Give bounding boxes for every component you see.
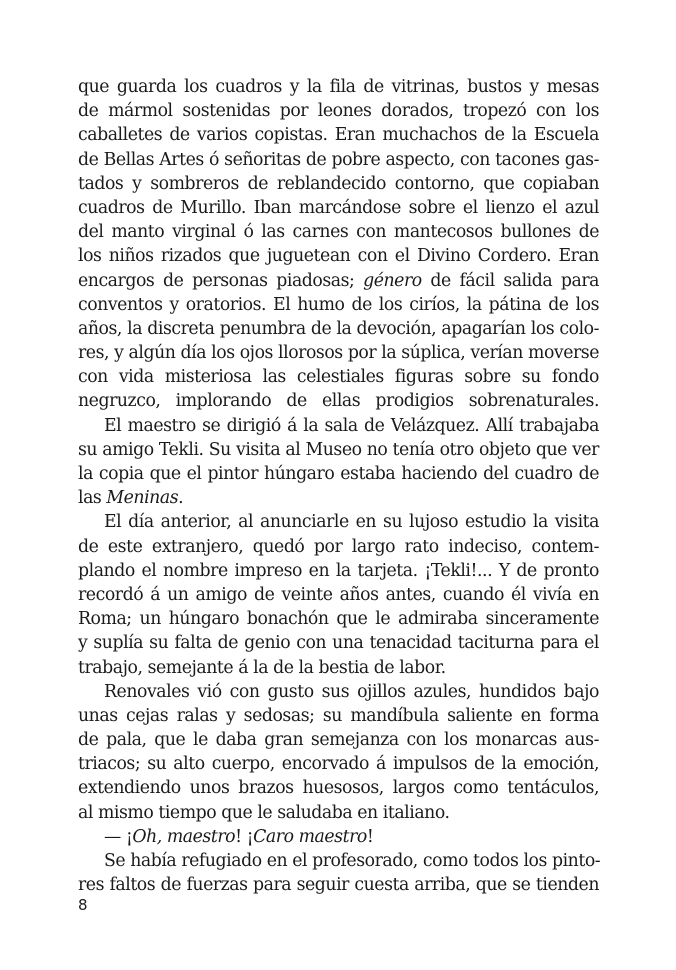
text-line: su amigo Tekli. Su visita al Museo no tenía otro objeto que ver [78,439,599,460]
text-line: res, y algún día los ojos llorosos por la súplica, verían moverse [78,343,599,364]
text-line: plando el nombre impreso en la tarjeta. ¡Tekli!... Y de pronto [78,560,599,581]
text-line: tados y sombreros de reblandecido contorno, que copiaban [78,173,599,194]
text-line: de mármol sostenidas por leones dorados, tropezó con los [78,101,599,122]
text-line [78,269,599,293]
text-line: res faltos de fuerzas para seguir cuesta arriba, que se tienden [78,875,599,896]
text-line: Roma; un húngaro bonachón que le admiraba sinceramente [78,609,599,630]
text-line: El maestro se dirigió á la sala de Velázquez. Allí trabajaba [104,415,599,436]
text-line: los niños rizados que juguetean con el Divino Cordero. Eran [78,246,599,267]
text-line: negruzco, implorando de ellas prodigios sobrenaturales. [78,391,599,412]
text-line: caballetes de varios copistas. Eran muchachos de la Escuela [78,125,599,146]
text-segment: las [78,488,107,509]
text-line: Se había refugiado en el profesorado, como todos los pinto- [104,851,601,871]
text-segment: encargos de personas piadosas; [78,270,364,291]
text-line: cuadros de Murillo. Iban marcándose sobre el lienzo el azul [78,197,599,218]
text-line: que guarda los cuadros y la fila de vitrinas, bustos y mesas [78,77,599,97]
text-line: y suplía su falta de genio con una tenacidad taciturna para el [78,633,599,654]
italic-text: Caro maestro [253,826,367,847]
italic-text: Meninas [106,488,179,509]
text-line: con vida misteriosa las celestiales figuras sobre su fondo [78,367,599,388]
italic-text: Oh, maestro [132,826,236,847]
text-line: Renovales vió con gusto sus ojillos azules, hundidos bajo [104,681,599,702]
page-number: 8 [78,896,88,914]
text-line: recordó á un amigo de veinte años antes, cuando él vivía en [78,584,599,605]
text-segment: . [178,488,184,509]
text-segment: — ¡ [104,826,133,847]
text-line: unas cejas ralas y sedosas; su mandíbula saliente en forma [78,705,599,726]
text-line: la copia que el pintor húngaro estaba haciendo del cuadro de [78,464,599,484]
text-segment: ! [366,826,374,847]
text-segment: ! ¡ [235,826,254,847]
text-line: conventos y oratorios. El humo de los ciríos, la pátina de los [78,294,599,315]
text-line: de pala, que le daba gran semejanza con los monarcas aus- [78,730,599,751]
text-line: del manto virginal ó las carnes con mantecosos bullones de [78,222,599,243]
text-line: El día anterior, al anunciarle en su lujoso estudio la visita [104,512,599,533]
text-line: de este extranjero, quedó por largo rato indeciso, contem- [78,536,599,557]
text-line: al mismo tiempo que le saludaba en italiano. [78,802,450,823]
text-line [78,486,599,510]
text-line: extendiendo unos brazos huesosos, largos como tentáculos, [78,778,599,799]
text-line [78,825,599,849]
text-line: triacos; su alto cuerpo, encorvado á impulsos de la emoción, [78,754,599,775]
text-line: de Bellas Artes ó señoritas de pobre aspecto, con tacones gas- [78,149,599,170]
text-line: años, la discreta penumbra de la devoción, apagarían los colo- [78,318,599,339]
body-text [78,75,599,897]
text-line: trabajo, semejante á la de la bestia de labor. [78,657,446,678]
text-segment: de fácil salida para [421,270,600,291]
italic-text: género [363,270,422,291]
